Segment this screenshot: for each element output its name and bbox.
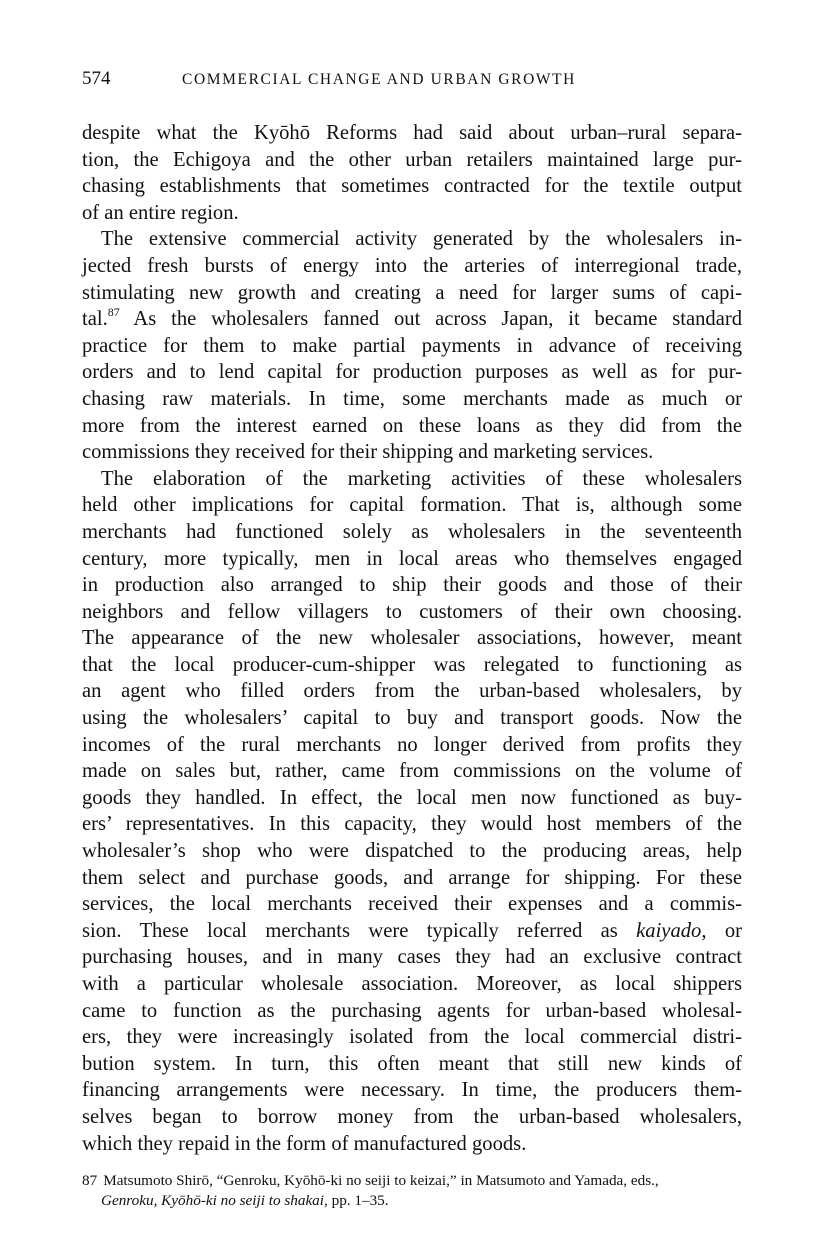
page-number: 574 [82, 68, 111, 89]
text-line: more from the interest earned on these loans as they did from the [82, 414, 742, 437]
text-line: with a particular wholesale association. Moreover, as local shippers [82, 973, 742, 995]
text-line: The extensive commercial activity generated by the wholesalers in- [101, 228, 742, 251]
text-line: financing arrangements were necessary. In time, the producers them- [82, 1079, 742, 1102]
text-line: jected fresh bursts of energy into the arteries of interregional trade, [82, 254, 742, 277]
italic-term: kaiyado [636, 919, 702, 942]
paragraph-1 [82, 120, 742, 226]
text-line [82, 918, 742, 945]
footnote-line [82, 1191, 742, 1211]
text-fragment: tal. [82, 308, 108, 331]
footnote-number: 87 [82, 1172, 98, 1190]
text-fragment: As the wholesalers fanned out across Japan, it became standard [133, 308, 742, 331]
book-page [82, 68, 742, 1211]
text-line: merchants had functioned solely as wholesalers in the seventeenth [82, 520, 742, 543]
text-line: in production also arranged to ship their goods and those of their [82, 574, 742, 597]
text-line: stimulating new growth and creating a need for larger sums of capi- [82, 281, 742, 304]
text-line: came to function as the purchasing agents for urban-based wholesal- [82, 999, 742, 1022]
text-line: services, the local merchants received their expenses and a commis- [82, 893, 742, 916]
running-head [82, 68, 742, 98]
text-line: selves began to borrow money from the urban-based wholesalers, [82, 1105, 742, 1128]
text-fragment: , or [701, 919, 743, 942]
footnote [82, 1171, 742, 1211]
text-line: held other implications for capital formation. That is, although some [82, 494, 742, 517]
paragraph-2 [82, 226, 742, 465]
text-line: goods they handled. In effect, the local men now functioned as buy- [82, 786, 742, 809]
text-line: The elaboration of the marketing activities of these wholesalers [101, 467, 742, 490]
text-line: bution system. In turn, this often meant that still new kinds of [82, 1052, 742, 1075]
text-fragment: sion. These local merchants were typically referred as [82, 919, 618, 942]
text-line: made on sales but, rather, came from commissions on the volume of [82, 760, 742, 783]
text-line: ers’ representatives. In this capacity, they would host members of the [82, 813, 742, 836]
text-line: commissions they received for their shipping and marketing services. [82, 441, 654, 464]
text-line: ers, they were increasingly isolated from the local commercial distri- [82, 1026, 742, 1049]
text-line: chasing raw materials. In time, some merchants made as much or [82, 387, 742, 410]
text-line: an agent who filled orders from the urban-based wholesalers, by [82, 680, 742, 703]
text-line: of an entire region. [82, 201, 239, 224]
text-line: century, more typically, men in local areas who themselves engaged [82, 547, 742, 570]
text-line: wholesaler’s shop who were dispatched to the producing areas, help [82, 840, 742, 863]
text-line: purchasing houses, and in many cases they had an exclusive contract [82, 946, 742, 969]
running-title: COMMERCIAL CHANGE AND URBAN GROWTH [182, 71, 576, 88]
footnote-text: Matsumoto Shirō, “Genroku, Kyōhō-ki no seiji to keizai,” in Matsumoto and Yamada, eds., [103, 1172, 659, 1190]
text-line: despite what the Kyōhō Reforms had said about urban–rural separa- [82, 122, 742, 144]
footnote-reference[interactable]: 87 [107, 305, 120, 320]
text-line: that the local producer-cum-shipper was relegated to functioning as [82, 653, 742, 676]
text-line: The appearance of the new wholesaler associations, however, meant [82, 627, 742, 650]
text-line: incomes of the rural merchants no longer derived from profits they [82, 733, 742, 756]
text-line: orders and to lend capital for production purposes as well as for pur- [82, 361, 742, 384]
text-line: practice for them to make partial payments in advance of receiving [82, 334, 742, 357]
text-line: them select and purchase goods, and arrange for shipping. For these [82, 866, 742, 889]
text-line: using the wholesalers’ capital to buy and transport goods. Now the [82, 707, 742, 730]
text-line: which they repaid in the form of manufactured goods. [82, 1132, 527, 1155]
body-text [82, 120, 742, 1157]
footnote-title: Genroku, Kyōhō-ki no seiji to shakai, [101, 1192, 328, 1210]
text-line [82, 306, 742, 333]
footnote-text: pp. 1–35. [327, 1192, 389, 1210]
text-line: tion, the Echigoya and the other urban retailers maintained large pur- [82, 148, 742, 171]
footnote-line [82, 1171, 742, 1191]
text-line: neighbors and fellow villagers to customers of their own choosing. [82, 600, 742, 623]
paragraph-3 [82, 466, 742, 1157]
text-line: chasing establishments that sometimes contracted for the textile output [82, 175, 742, 198]
